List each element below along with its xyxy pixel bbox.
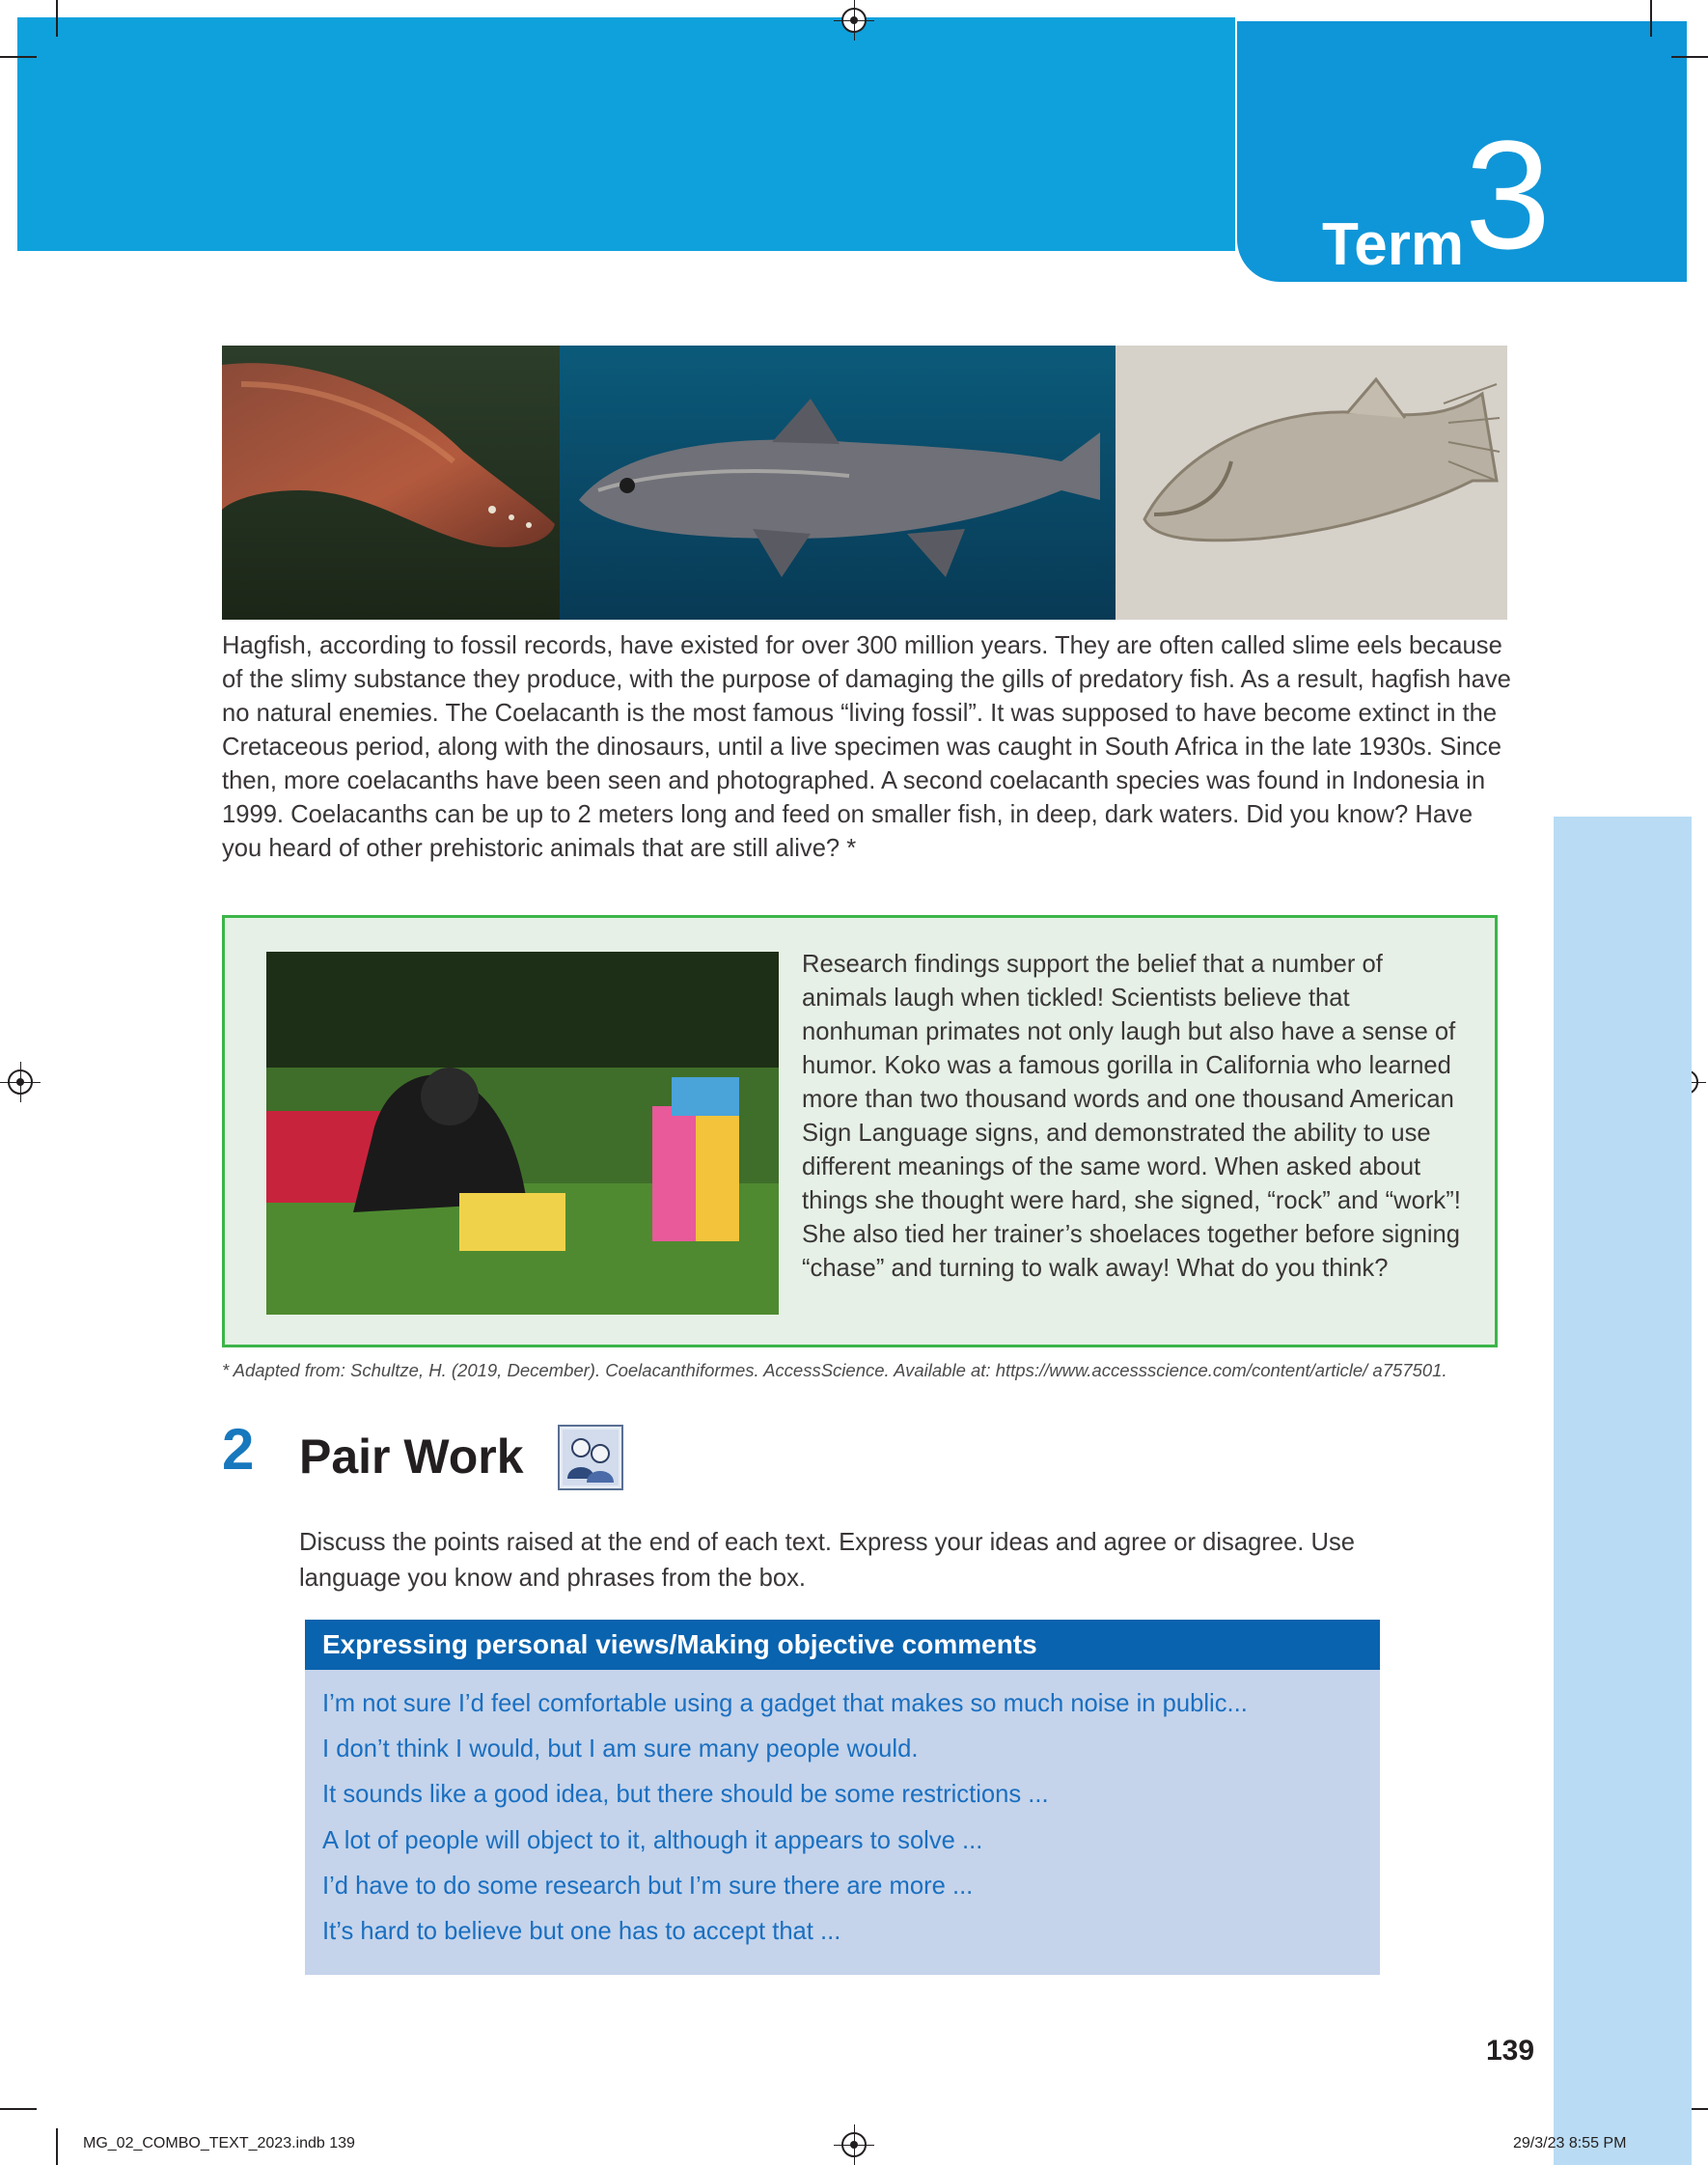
- hagfish-photo: [222, 346, 560, 620]
- term-tab: [1237, 21, 1687, 282]
- print-slug-date: 29/3/23 8:55 PM: [1513, 2135, 1627, 2151]
- pair-work-icon: [558, 1425, 623, 1490]
- phrase-item: A lot of people will object to it, although it appears to solve ...: [322, 1826, 983, 1854]
- crop-mark: [1671, 56, 1708, 58]
- phrase-box: [305, 1620, 1380, 1975]
- sidebar-band: [1554, 817, 1692, 2165]
- footnote-citation: * Adapted from: Schultze, H. (2019, December). Coelacanthiformes. AccessScience. Available at: https://www.accessscience.com/content/article/ a757501.: [222, 1360, 1447, 1380]
- coelacanth-fossil-photo: [1116, 346, 1507, 620]
- print-slug-file: MG_02_COMBO_TEXT_2023.indb 139: [83, 2135, 355, 2151]
- fact-box: [222, 915, 1498, 1347]
- crop-mark: [56, 2128, 58, 2165]
- header-band: [17, 17, 1235, 251]
- registration-mark-bottom: [841, 2132, 867, 2157]
- intro-paragraph: Hagfish, according to fossil records, have existed for over 300 million years. They are often called slime eels because of the slimy substance they produce, with the purpose of damaging the gills of predatory fish. As a result, hagfish have no natural enemies. The Coelacanth is the most famous “living fossil”. It was supposed to have become extinct in the Cretaceous period, along with the dinosaurs, until a live specimen was caught in South Africa in the late 1930s. Since then, more coelacanths have been seen and photographed. A second coelacanth species was found in Indonesia in 1999. Coelacanths can be up to 2 meters long and feed on smaller fish, in deep, dark waters. Did you know? Have you heard of other prehistoric animals that are still alive? *: [222, 632, 1511, 862]
- section-number: 2: [222, 1417, 255, 1482]
- phrase-box-heading: Expressing personal views/Making objective comments: [305, 1620, 1380, 1670]
- term-label: Term: [1322, 211, 1465, 278]
- instructions-text: Discuss the points raised at the end of each text. Express your ideas and agree or disagree. Use language you know and phrases from the box.: [299, 1529, 1356, 1592]
- crop-mark: [1650, 0, 1652, 37]
- fish-photo-strip: [222, 346, 1507, 620]
- registration-mark-left: [8, 1069, 33, 1095]
- coelacanth-photo: [560, 346, 1116, 620]
- phrase-item: It’s hard to believe but one has to accept that ...: [322, 1918, 841, 1946]
- phrase-list: [322, 1681, 1248, 1955]
- phrase-item: I’d have to do some research but I’m sure there are more ...: [322, 1872, 974, 1900]
- fact-text: Research findings support the belief that a number of animals laugh when tickled! Scientists believe that nonhuman primates not only laugh but also have a sense of humor. Koko was a famous gorilla in California who learned more than two thousand words and one thousand American Sign Language signs, and demonstrated the ability to use different meanings of the same word. When asked about things she thought were hard, she signed, “rock” and “work”! She also tied her trainer’s shoelaces together before signing “chase” and turning to walk away! What do you think?: [802, 951, 1461, 1282]
- section-title: Pair Work: [299, 1429, 524, 1484]
- crop-mark: [0, 56, 37, 58]
- page-number: 139: [1486, 2035, 1535, 2067]
- crop-mark: [56, 0, 58, 37]
- chimpanzee-photo: [266, 952, 779, 1315]
- phrase-item: I don’t think I would, but I am sure many people would.: [322, 1735, 919, 1763]
- phrase-item: I’m not sure I’d feel comfortable using a gadget that makes so much noise in public...: [322, 1690, 1248, 1717]
- crop-mark: [0, 2108, 37, 2110]
- registration-mark-top: [841, 8, 867, 33]
- term-number: 3: [1465, 108, 1551, 281]
- phrase-item: It sounds like a good idea, but there should be some restrictions ...: [322, 1781, 1049, 1809]
